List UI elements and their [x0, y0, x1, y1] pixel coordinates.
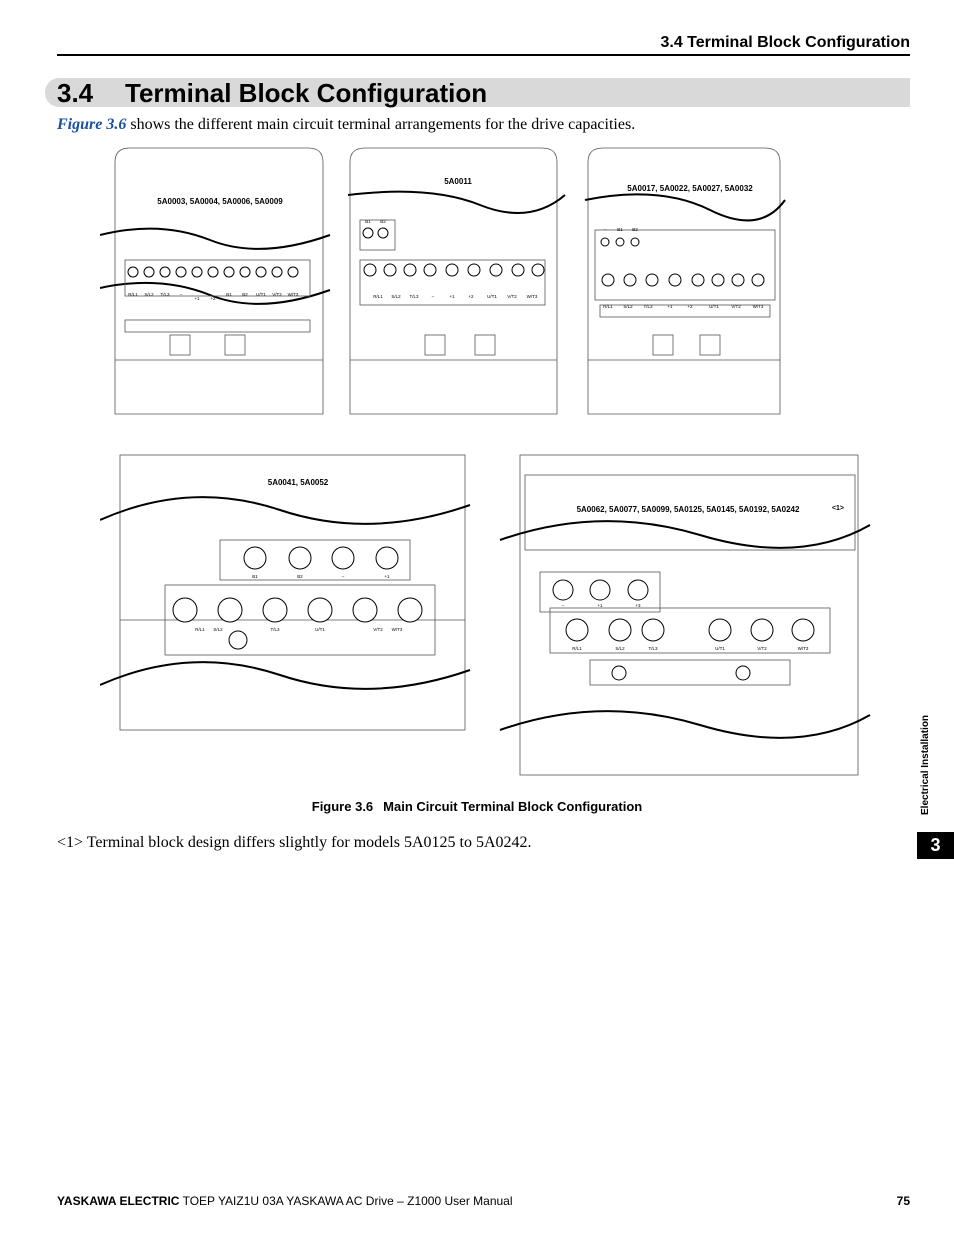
p2-terminal-label: W/T3 [526, 294, 538, 299]
drive-panel-5 [500, 455, 870, 775]
p1-terminal-label: – [179, 292, 183, 297]
p3-terminal-label: +1 [667, 304, 673, 309]
panel-5-terminal-screws [553, 580, 814, 680]
p4-top-terminal-label: B1 [252, 574, 258, 579]
p1-terminal-label: +1 [194, 296, 200, 301]
p1-terminal-label: V/T2 [272, 292, 282, 297]
figure-link[interactable]: Figure 3.6 [57, 116, 127, 133]
intro-text: shows the different main circuit terminal arrangements for the drive capacities. [126, 116, 636, 133]
figure-caption-title: Main Circuit Terminal Block Configuration [383, 799, 643, 814]
p2-terminal-label: R/L1 [373, 294, 383, 299]
header-rule [57, 54, 910, 56]
p1-terminal-label: B2 [242, 292, 248, 297]
panel-5-note-ref: <1> [831, 505, 845, 512]
p5-bottom-terminal-label: T/L3 [648, 646, 658, 651]
footer-text: TOEP YAIZ1U 03A YASKAWA AC Drive – Z1000 User Manual [179, 1194, 513, 1208]
p4-bottom-terminal-label: R/L1 [195, 627, 205, 632]
panel-3-label: 5A0017, 5A0022, 5A0027, 5A0032 [627, 184, 753, 193]
panel-4-terminal-screws [173, 547, 422, 649]
p2-terminal-label: U/T1 [487, 294, 497, 299]
intro-paragraph [57, 116, 635, 134]
drive-panel-4 [100, 455, 470, 730]
p1-terminal-label: U/T1 [256, 292, 266, 297]
p4-bottom-terminal-label: S/L2 [213, 627, 223, 632]
p5-bottom-terminal-label: U/T1 [715, 646, 725, 651]
drive-panel-2 [348, 148, 565, 414]
panel-1-terminal-screws [128, 267, 298, 277]
p4-top-terminal-label: – [341, 574, 345, 579]
p2-terminal-label: T/L3 [409, 294, 419, 299]
figure-caption [0, 799, 954, 814]
p4-bottom-terminal-label: V/T2 [373, 627, 383, 632]
section-title: Terminal Block Configuration [125, 78, 488, 108]
chapter-tab[interactable]: 3 [917, 832, 954, 859]
p2-terminal-label: S/L2 [391, 294, 401, 299]
p3-extra-label: – [603, 227, 607, 232]
p1-terminal-label: +2 [210, 296, 216, 301]
p5-bottom-terminal-label: W/T3 [797, 646, 809, 651]
p3-terminal-label: +2 [687, 304, 693, 309]
p5-bottom-terminal-label: R/L1 [572, 646, 582, 651]
footer-brand: YASKAWA ELECTRIC [57, 1194, 180, 1208]
figure-caption-number: Figure 3.6 [311, 799, 374, 814]
panel-2-label: 5A0011 [444, 177, 472, 186]
p4-bottom-terminal-label: U/T1 [315, 627, 325, 632]
footer [57, 1194, 513, 1208]
p1-terminal-label: R/L1 [128, 292, 138, 297]
drive-panel-1 [100, 148, 330, 414]
p3-terminal-label: U/T1 [709, 304, 719, 309]
p5-top-terminal-label: +3 [635, 603, 641, 608]
p5-bottom-terminal-label: V/T2 [757, 646, 767, 651]
p3-terminal-label: W/T3 [752, 304, 764, 309]
p1-terminal-label: S/L2 [144, 292, 154, 297]
p3-terminal-label: V/T2 [731, 304, 741, 309]
panel-2-terminal-screws [363, 228, 544, 276]
p5-top-terminal-label: – [561, 603, 565, 608]
p2-terminal-label: – [431, 294, 435, 299]
p2-terminal-label: V/T2 [507, 294, 517, 299]
p1-terminal-label: W/T3 [287, 292, 299, 297]
page-number: 75 [896, 1194, 910, 1208]
p3-extra-label: B1 [617, 227, 623, 232]
p2-terminal-label: +1 [449, 294, 455, 299]
p3-terminal-label: T/L3 [643, 304, 653, 309]
panel-5-label: 5A0062, 5A0077, 5A0099, 5A0125, 5A0145, 5A0192, 5A0242 [576, 505, 800, 514]
section-number: 3.4 [57, 78, 94, 108]
footnote: <1> Terminal block design differs slightly for models 5A0125 to 5A0242. [57, 834, 532, 851]
p5-top-terminal-label: +1 [597, 603, 603, 608]
p4-bottom-terminal-label: T/L3 [270, 627, 280, 632]
p4-top-terminal-label: B2 [297, 574, 303, 579]
side-tab-label: Electrical Installation [920, 714, 931, 815]
p4-top-terminal-label: +1 [384, 574, 390, 579]
panel-4-label: 5A0041, 5A0052 [267, 478, 329, 487]
p2-terminal-label: +2 [468, 294, 474, 299]
p2-extra-label: B1 [365, 219, 371, 224]
panel-1-label: 5A0003, 5A0004, 5A0006, 5A0009 [157, 197, 283, 206]
running-header: 3.4 Terminal Block Configuration [660, 34, 910, 51]
p5-bottom-terminal-label: S/L2 [615, 646, 625, 651]
p1-terminal-label: T/L3 [160, 292, 170, 297]
terminal-block-figure [100, 140, 880, 780]
p4-bottom-terminal-label: W/T3 [391, 627, 403, 632]
p1-terminal-label: B1 [226, 292, 232, 297]
p3-extra-label: B2 [632, 227, 638, 232]
p3-terminal-label: R/L1 [603, 304, 613, 309]
p2-extra-label: B2 [380, 219, 386, 224]
p3-terminal-label: S/L2 [623, 304, 633, 309]
panel-3-terminal-screws [601, 238, 764, 286]
